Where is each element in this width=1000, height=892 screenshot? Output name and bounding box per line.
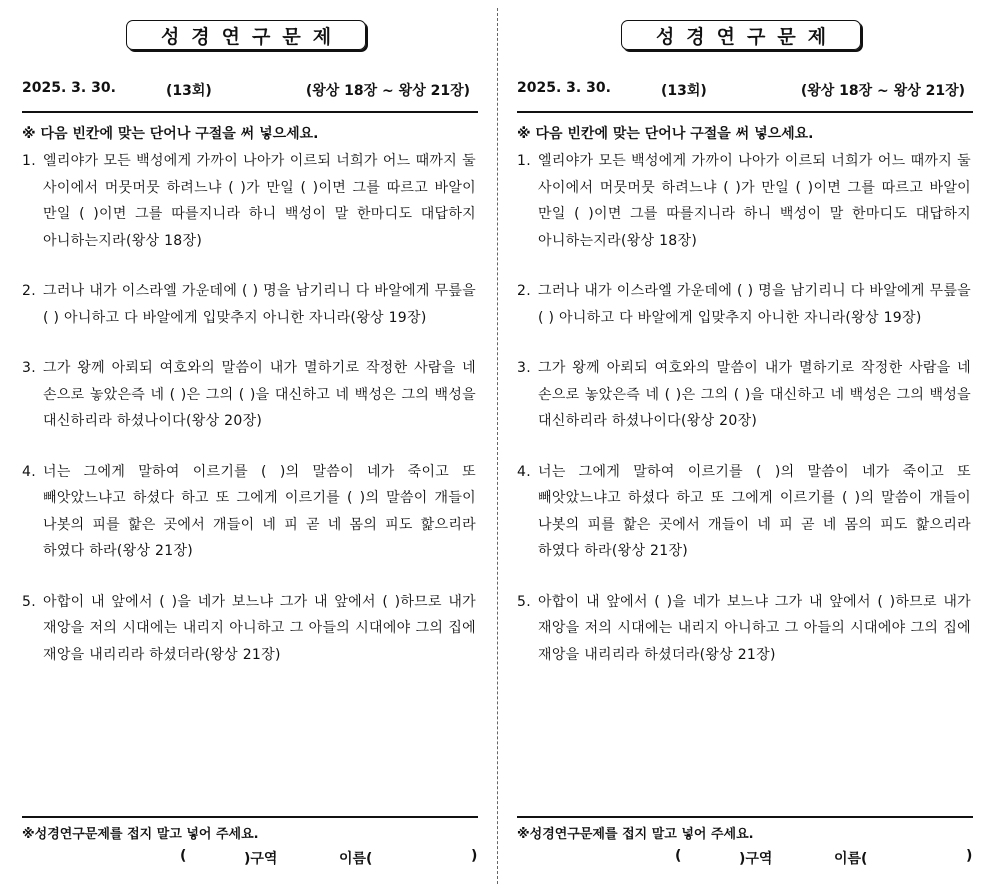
question-number: 1.: [517, 153, 531, 169]
name-close-paren: ): [471, 848, 478, 864]
question-1: [517, 148, 973, 254]
footer-note: ※성경연구문제를 접지 말고 넣어 주세요.: [22, 827, 259, 842]
question-number: 5.: [517, 593, 531, 610]
footer-divider: [517, 816, 973, 818]
question-number: 2.: [517, 283, 531, 299]
session-number: (13회): [661, 83, 707, 99]
question-text: 너는 그에게 말하여 이르기를 ( )의 말씀이 네가 죽이고 또 빼앗았느냐고 하셨다 하고 또 그에게 이르기를 ( )의 말씀이 개들이 나봇의 피를 핥은 곳에서 개들이 네 피 곧 네 몸의 피도 핥으리라 하였다 하라(왕상 21장): [43, 463, 476, 559]
date: 2025. 3. 30.: [517, 80, 611, 96]
date: 2025. 3. 30.: [22, 80, 116, 96]
district-open-paren: (: [675, 848, 682, 864]
question-text: 아합이 내 앞에서 ( )을 네가 보느냐 그가 내 앞에서 ( )하므로 내가 재앙을 저의 시대에는 내리지 아니하고 그 아들의 시대에야 그의 집에 재앙을 내리리라 하셨더라(왕상 21장): [538, 593, 971, 663]
name-district-line: [22, 848, 478, 868]
name-close-paren: ): [966, 848, 973, 864]
question-3: [517, 355, 973, 435]
question-text: 엘리야가 모든 백성에게 가까이 나아가 이르되 너희가 어느 때까지 둘 사이에서 머뭇머뭇 하려느냐 ( )가 만일 ( )이면 그를 따르고 바알이 만일 ( )이면 그를 따를지니라 하니 백성이 말 한마디도 대답하지 아니하는지라(왕상 18장): [43, 153, 476, 249]
question-number: 1.: [22, 153, 36, 169]
question-number: 4.: [517, 463, 531, 480]
question-number: 3.: [22, 360, 36, 376]
question-text: 그러나 내가 이스라엘 가운데에 ( ) 명을 남기리니 다 바알에게 무릎을 ( ) 아니하고 다 바알에게 입맞추지 아니한 자니라(왕상 19장): [538, 283, 971, 326]
instruction: ※ 다음 빈칸에 맞는 단어나 구절을 써 넣으세요.: [22, 126, 319, 142]
question-4: [22, 459, 478, 565]
question-2: [22, 278, 478, 331]
scripture-range: (왕상 18장 ~ 왕상 21장): [305, 83, 470, 99]
page-title: 성경연구문제: [621, 20, 861, 50]
question-3: [22, 355, 478, 435]
question-text: 그가 왕께 아뢰되 여호와의 말씀이 내가 멸하기로 작정한 사람을 네 손으로 놓았은즉 네 ( )은 그의 ( )을 대신하고 네 백성은 그의 백성을 대신하리라 하셨나이다(왕상 20장): [43, 360, 476, 429]
footer-divider: [22, 816, 478, 818]
question-5: [517, 589, 973, 669]
header-divider: [22, 111, 478, 113]
question-text: 엘리야가 모든 백성에게 가까이 나아가 이르되 너희가 어느 때까지 둘 사이에서 머뭇머뭇 하려느냐 ( )가 만일 ( )이면 그를 따르고 바알이 만일 ( )이면 그를 따를지니라 하니 백성이 말 한마디도 대답하지 아니하는지라(왕상 18장): [538, 153, 971, 249]
district-label: )구역: [244, 851, 278, 867]
question-number: 3.: [517, 360, 531, 376]
question-1: [22, 148, 478, 254]
question-number: 4.: [22, 463, 36, 480]
district-open-paren: (: [180, 848, 187, 864]
question-5: [22, 589, 478, 669]
name-district-line: [517, 848, 973, 868]
question-list: [517, 148, 973, 692]
instruction: ※ 다음 빈칸에 맞는 단어나 구절을 써 넣으세요.: [517, 126, 814, 142]
district-label: )구역: [739, 851, 773, 867]
session-number: (13회): [166, 83, 212, 99]
cut-line: [497, 8, 498, 884]
name-label: 이름(: [339, 851, 373, 867]
header-divider: [517, 111, 973, 113]
question-4: [517, 459, 973, 565]
question-text: 너는 그에게 말하여 이르기를 ( )의 말씀이 네가 죽이고 또 빼앗았느냐고 하셨다 하고 또 그에게 이르기를 ( )의 말씀이 개들이 나봇의 피를 핥은 곳에서 개들이 네 피 곧 네 몸의 피도 핥으리라 하였다 하라(왕상 21장): [538, 463, 971, 559]
question-text: 그러나 내가 이스라엘 가운데에 ( ) 명을 남기리니 다 바알에게 무릎을 ( ) 아니하고 다 바알에게 입맞추지 아니한 자니라(왕상 19장): [43, 283, 476, 326]
worksheet-left: [22, 0, 478, 892]
scripture-range: (왕상 18장 ~ 왕상 21장): [800, 83, 965, 99]
footer-note: ※성경연구문제를 접지 말고 넣어 주세요.: [517, 827, 754, 842]
question-number: 2.: [22, 283, 36, 299]
question-text: 아합이 내 앞에서 ( )을 네가 보느냐 그가 내 앞에서 ( )하므로 내가 재앙을 저의 시대에는 내리지 아니하고 그 아들의 시대에야 그의 집에 재앙을 내리리라 하셨더라(왕상 21장): [43, 593, 476, 663]
question-list: [22, 148, 478, 692]
page-title: 성경연구문제: [126, 20, 366, 50]
name-label: 이름(: [834, 851, 868, 867]
question-2: [517, 278, 973, 331]
worksheet-right: [517, 0, 973, 892]
question-text: 그가 왕께 아뢰되 여호와의 말씀이 내가 멸하기로 작정한 사람을 네 손으로 놓았은즉 네 ( )은 그의 ( )을 대신하고 네 백성은 그의 백성을 대신하리라 하셨나이다(왕상 20장): [538, 360, 971, 429]
question-number: 5.: [22, 593, 36, 610]
